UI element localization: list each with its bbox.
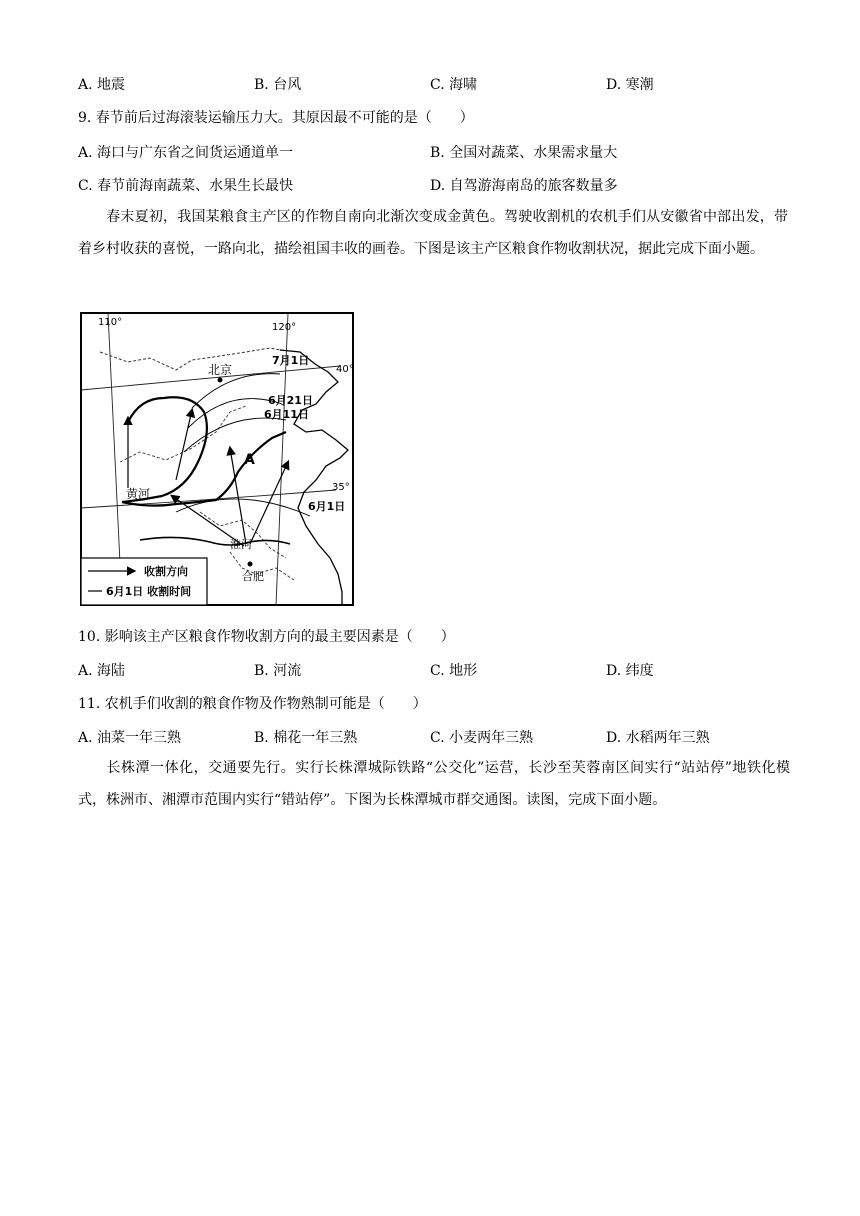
q11-option-d: D. 水稻两年三熟 [606,730,710,746]
q10-option-b: B. 河流 [254,663,302,679]
huai-river-label: 淮河 [230,538,252,551]
point-a-label: A [244,452,255,468]
hefei-marker [248,562,253,567]
q9-option-a: A. 海口与广东省之间货运通道单一 [78,145,294,161]
harvest-map [80,312,354,606]
hefei-label: 合肥 [242,570,264,583]
q11-stem: 11. 农机手们收割的粮食作物及作物熟制可能是（ ） [78,696,427,712]
lon-label-120: 120° [272,322,297,333]
q8-option-d: D. 寒潮 [606,77,654,93]
yellow-river-label: 黄河 [126,487,151,501]
q11-option-b: B. 棉花一年三熟 [254,730,358,746]
passage-2-text: 长株潭一体化，交通要先行。实行长株潭城际铁路“公交化”运营，长沙至芙蓉南区间实行“站站停”地铁化模式，株洲市、湘潭市范围内实行“错站停”。下图为长株潭城市群交通图。读图，完成下面小题。 [78,760,790,808]
q9-option-b: B. 全国对蔬菜、水果需求量大 [430,145,618,161]
date-label-jul1: 7月1日 [272,354,310,367]
date-label-jun21: 6月21日 [268,394,313,407]
q11-option-a: A. 油菜一年三熟 [78,730,182,746]
beijing-marker [218,378,223,383]
q9-option-c: C. 春节前海南蔬菜、水果生长最快 [78,178,294,194]
passage-2 [78,752,790,816]
legend-line-text: 6月1日 收割时间 [106,585,192,598]
lat-label-40: 40° [336,364,354,375]
lat-label-35: 35° [332,482,350,493]
passage-1-text: 春末夏初，我国某粮食主产区的作物自南向北渐次变成金黄色。驾驶收割机的农机手们从安徽省中部出发，带着乡村收获的喜悦，一路向北，描绘祖国丰收的画卷。下图是该主产区粮食作物收割状况，据此完成下面小题。 [78,209,788,257]
passage-1 [78,201,788,265]
beijing-label: 北京 [208,363,233,377]
q8-option-c: C. 海啸 [430,77,478,93]
q9-option-d: D. 自驾游海南岛的旅客数量多 [430,178,618,194]
q8-option-b: B. 台风 [254,77,302,93]
q8-option-a: A. 地震 [78,77,126,93]
legend-arrow-text: 收割方向 [144,565,188,578]
date-label-jun11: 6月11日 [264,408,309,421]
q10-stem: 10. 影响该主产区粮食作物收割方向的最主要因素是（ ） [78,629,455,645]
q11-option-c: C. 小麦两年三熟 [430,730,534,746]
q9-stem: 9. 春节前后过海滚装运输压力大。其原因最不可能的是（ ） [78,110,474,126]
date-label-jun1: 6月1日 [308,500,346,513]
q10-option-a: A. 海陆 [78,663,126,679]
q10-option-d: D. 纬度 [606,663,654,679]
lon-label-110: 110° [98,317,123,328]
q10-option-c: C. 地形 [430,663,478,679]
